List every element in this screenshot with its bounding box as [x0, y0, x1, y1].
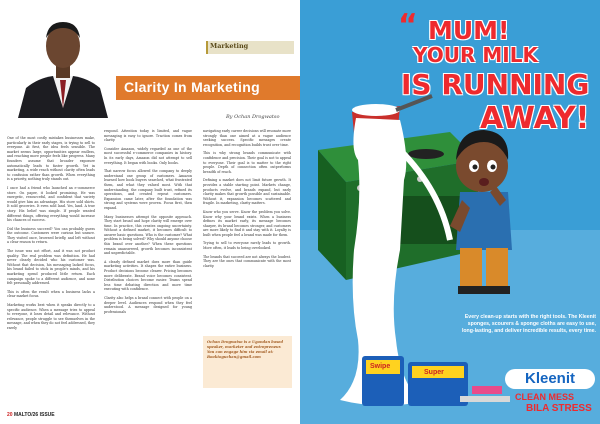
paragraph: Trying to sell to everyone rarely leads to growth. More often, it leads to being overlooked.: [203, 241, 291, 251]
quote-mark: “: [398, 8, 418, 43]
pack-label-swipe: Swipe: [370, 363, 391, 370]
page-footer: [7, 412, 55, 418]
author-bio: Ochan Drogwatso is a Ugandan based speaker, marketer and entrepreneur. You can engage him via email at: Booktoguchan@gmail.com: [203, 336, 292, 388]
pack-label-super: Super: [424, 369, 444, 376]
tagline-2: BILA STRESS: [526, 403, 592, 414]
paragraph: respond. Attention today is limited, and vague messaging is easy to ignore. Traction comes from clarity.: [104, 129, 192, 143]
paragraph: navigating early career decisions will resonate more strongly than one aimed at a vague audience seeking success. Specific messages create recognition, and recognition builds trust over time.: [203, 129, 291, 147]
paragraph: This is often the result when a business lacks a clear market focus.: [7, 289, 95, 299]
byline: By Ochan Drogwatso: [226, 114, 280, 120]
issue-label: MALTO/26 ISSUE: [13, 412, 55, 418]
headline-line-1: MUM!: [428, 16, 510, 45]
paragraph: Clarity also helps a brand connect with people on a deeper level. Audiences respond when they feel understood. A message designed for young professionals: [104, 296, 192, 314]
paragraph: One of the most costly mistakes businesses make, particularly in their early stages, is trying to sell to everyone. At first, the idea feels sensible. The market seems large, opportunities appear endless, and reaching more people feels like progress. Many founders assume that broader exposure automatically leads to faster growth. Yet in marketing, a wide reach without clarity often leads to confusion rather than growth. When everything is a priority, nothing truly stands out.: [7, 136, 95, 182]
paragraph: I once had a friend who launched an e-commerce store. On paper, it looked promising. He was energetic, resourceful, and confident that variety would give him an advantage. His store sold shirts. It sold groceries. It even sold land. Yes, land. A true story. His belief was simple. If people wanted different things, offering everything would increase his chances of success.: [7, 185, 95, 223]
paragraph: The brands that succeed are not always the loudest. They are the ones that communicate with the most clarity.: [203, 254, 291, 268]
paragraph: Defining a market does not limit future growth. It provides a stable starting point. Markets change, products evolve, and brands expand, but early clarity makes that growth possible and sustainable. Without it, expansion becomes scattered and fragile. In marketing, clarity matters.: [203, 178, 291, 206]
promo-text: Every clean-up starts with the right tools. The Kleenit sponges, scourers & sponge cloths are easy to use, long-lasting, and deliver incredible results, every time.: [461, 314, 596, 334]
paragraph: Marketing works best when it speaks directly to a specific audience. When a message tries to appeal to everyone, it loses detail and relevance. Without relevance, people struggle to see themselves in the message, and when they do not feel addressed, they rarely: [7, 303, 95, 330]
paragraph: Did the business succeed? You can probably guess the outcome. Customers were curious but unsure. They visited once, browsed briefly, and left without a clear reason to return.: [7, 226, 95, 245]
paragraph: A clearly defined market does more than guide marketing activities. It shapes the entire business. Product decisions become clearer. Pricing becomes more deliberate. Brand voice becomes consistent. Distribution choices become easier. Teams spend less time debating direction and more time executing with confidence.: [104, 259, 192, 292]
tagline-1: CLEAN MESS: [515, 392, 575, 402]
paragraph: Many businesses attempt the opposite approach. They start broad and hope clarity will emerge over time. In practice, this creates ongoing uncertainty. Without a defined market, it becomes difficult to answer basic questions. Who is the customer? What problem is being solved? Why should anyone choose this brand over another? When these questions remain unanswered, growth becomes inconsistent and unpredictable.: [104, 214, 192, 256]
column-2: [104, 129, 192, 318]
paragraph: Consider Amazon, widely regarded as one of the most successful e-commerce companies in history. In its early days, Amazon did not attempt to sell everything. It began with books. Only books.: [104, 146, 192, 165]
column-3: [203, 129, 291, 272]
paragraph: Know who you serve. Know the problem you solve. Know why your brand exists. When a business defines its market early, its message becomes sharper, its brand becomes stronger, and customers are more likely to find it and stay with it. Loyalty is built when people feel a brand was made for them.: [203, 209, 291, 237]
author-photo: [8, 8, 118, 118]
paragraph: That narrow focus allowed the company to deeply understand one group of customers. Amazon learned how book buyers searched, what frustrated them, and what they valued most. With that understanding, the company built trust, refined its operations, and created repeat customers. Expansion came later, after the foundation was strong and systems were proven. Focus first, then expand.: [104, 169, 192, 210]
paragraph: This is why strong brands communicate with confidence and precision. Their goal is not to appeal to everyone. Their goal is to matter to the right people. Depth of connection often outperforms breadth of reach.: [203, 151, 291, 174]
headline-line-3: IS RUNNING: [401, 68, 590, 101]
page-number: 20: [7, 412, 13, 418]
paragraph: The issue was not effort, and it was not product quality. The real problem was definition. He had never clearly decided who his customer was. Without that decision, his messaging lacked focus, his brand failed to stick in people's minds, and his marketing spend produced little return. Each campaign spoke to a different audience, and none felt personally addressed.: [7, 249, 95, 286]
headline-line-2: YOUR MILK: [413, 43, 538, 67]
article-title: Clarity In Marketing: [124, 79, 260, 95]
column-1: [7, 136, 95, 335]
brand-logo: Kleenit: [505, 369, 595, 389]
category-label: Marketing: [210, 42, 249, 50]
headline-line-4: AWAY!: [480, 101, 590, 136]
